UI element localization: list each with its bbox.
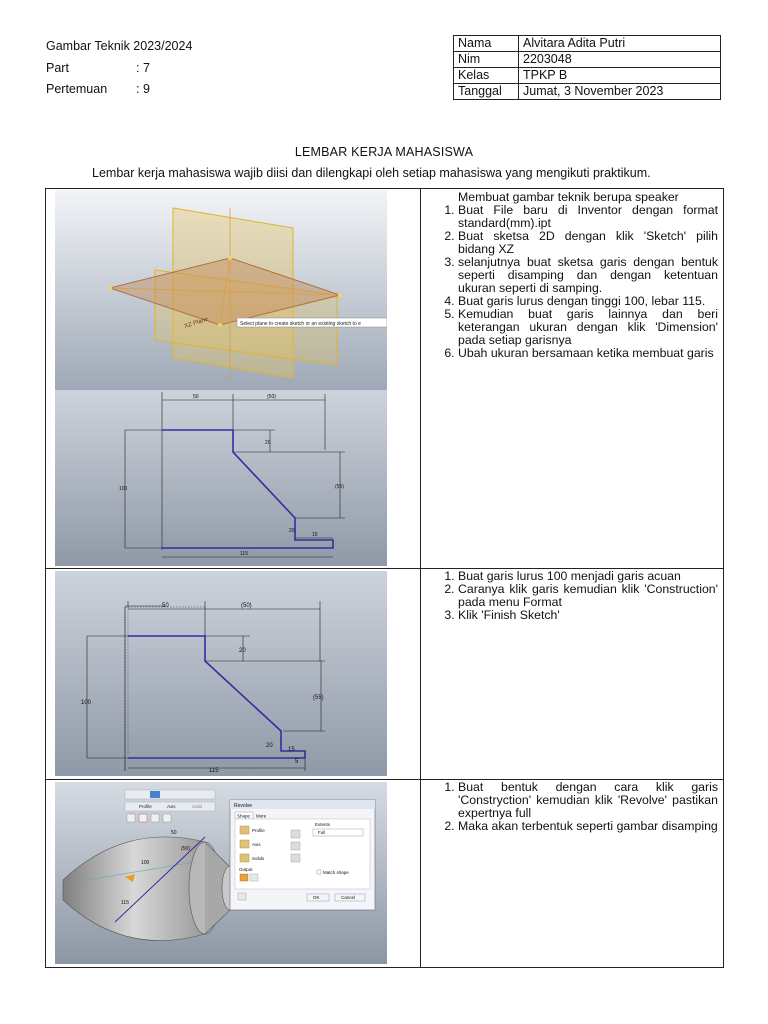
info-row: [454, 84, 721, 100]
dialog-solids[interactable]: Solids: [252, 856, 265, 861]
dialog-profile[interactable]: Profile: [252, 828, 265, 833]
info-row: [454, 52, 721, 68]
mini-axis: Axis: [167, 804, 176, 809]
dialog-axis[interactable]: Axis: [252, 842, 261, 847]
info-value: Alvitara Adita Putri: [519, 36, 721, 52]
dim-20b: 20: [266, 743, 273, 749]
ok-button[interactable]: OK: [313, 895, 320, 900]
dim-115: 115: [209, 768, 219, 774]
dim-100: 100: [119, 486, 128, 492]
meeting-label: Pertemuan: [46, 82, 108, 96]
part-value: : 7: [136, 60, 150, 75]
info-value: TPKP B: [519, 68, 721, 84]
info-key: Nim: [454, 52, 519, 68]
column-divider: [420, 188, 421, 968]
info-value: 2203048: [519, 52, 721, 68]
meeting-value: : 9: [136, 82, 150, 96]
dim-20b: 20: [289, 528, 295, 534]
part-label: Part: [46, 60, 69, 75]
cancel-button[interactable]: Cancel: [341, 895, 356, 900]
dim-15: 15: [288, 747, 295, 753]
step-item: 2. Buat sketsa 2D dengan klik 'Sketch' pilih bidang XZ: [458, 230, 718, 256]
sketch-image-2: [55, 571, 387, 776]
dim-115: 115: [240, 551, 248, 557]
page-title: LEMBAR KERJA MAHASISWA: [294, 145, 474, 159]
plane-tooltip: Select plane to create sketch or an existing sketch to e: [240, 321, 361, 327]
step-item: 2. Maka akan terbentuk seperti gambar disamping: [458, 820, 718, 833]
info-row: [454, 36, 721, 52]
dim-50: 50: [162, 603, 169, 609]
mini-solid: Solid: [192, 804, 203, 809]
course-title: Gambar Teknik 2023/2024: [46, 39, 193, 53]
instructions-section-1: [430, 191, 718, 360]
plane-label: XZ Plane: [183, 316, 210, 330]
step-item: 1. Buat bentuk dengan cara klik garis 'Constryction' kemudian klik 'Revolve' pastikan expertnya full: [458, 781, 718, 820]
info-key: Nama: [454, 36, 519, 52]
match-shape[interactable]: Match shape: [323, 870, 349, 875]
tab-more[interactable]: More: [256, 813, 267, 819]
dialog-extents: Extents: [315, 822, 331, 827]
step-item: 6. Ubah ukuran bersamaan ketika membuat garis: [458, 347, 718, 360]
step-item: 3. Klik 'Finish Sketch': [458, 609, 718, 622]
info-key: Kelas: [454, 68, 519, 84]
step-item: 2. Caranya klik garis kemudian klik 'Construction' pada menu Format: [458, 583, 718, 609]
step-item: 3. selanjutnya buat sketsa garis dengan bentuk seperti disamping dan dengan ketentuan ukuran seperti di samping.: [458, 256, 718, 295]
revolve-image: [55, 782, 387, 964]
dim-20: 20: [239, 648, 246, 654]
dim-50: 50: [193, 394, 199, 400]
dim-15: 15: [312, 532, 318, 538]
dim-20: 20: [265, 440, 271, 446]
header-left: [46, 36, 192, 101]
dialog-output: Output: [239, 867, 253, 872]
instructions-section-2: [430, 570, 718, 622]
dim-50-ref: (50): [267, 394, 276, 400]
student-info-table: [453, 35, 721, 100]
tab-shape[interactable]: Shape: [237, 813, 251, 819]
step-item: 1. Buat garis lurus 100 menjadi garis acuan: [458, 570, 718, 583]
extent-select[interactable]: Full: [318, 830, 326, 835]
dim-100: 100: [81, 700, 92, 706]
page-subtitle: Lembar kerja mahasiswa wajib diisi dan dilengkapi oleh setiap mahasiswa yang mengikuti praktikum.: [92, 166, 651, 180]
section-intro: Membuat gambar teknik berupa speaker: [458, 190, 679, 204]
instructions-section-3: [430, 781, 718, 833]
step-item: 5. Kemudian buat garis lainnya dan beri keterangan ukuran dengan klik 'Dimension' pada setiap garisnya: [458, 308, 718, 347]
step-item: 4. Buat garis lurus dengan tinggi 100, lebar 115.: [458, 295, 718, 308]
dim-55: (55): [313, 695, 324, 701]
rev-dim-115: 115: [121, 900, 129, 906]
dim-50-ref: (50): [241, 603, 252, 609]
plane-selection-image: [55, 190, 387, 390]
sketch-image-1: [55, 390, 387, 566]
mini-profile: Profile: [139, 804, 152, 809]
info-key: Tanggal: [454, 84, 519, 100]
info-value: Jumat, 3 November 2023: [519, 84, 721, 100]
dim-5: 5: [295, 759, 299, 765]
dialog-title: Revolve: [234, 803, 253, 809]
dim-55: (55): [335, 484, 344, 490]
revolve-dialog: [230, 800, 375, 910]
rev-dim-50-ref: (50): [181, 846, 190, 852]
rev-dim-100: 100: [141, 860, 150, 866]
rev-dim-50: 50: [171, 830, 177, 836]
info-row: [454, 68, 721, 84]
step-item: 1. Buat File baru di Inventor dengan format standard(mm).ipt: [458, 204, 718, 230]
